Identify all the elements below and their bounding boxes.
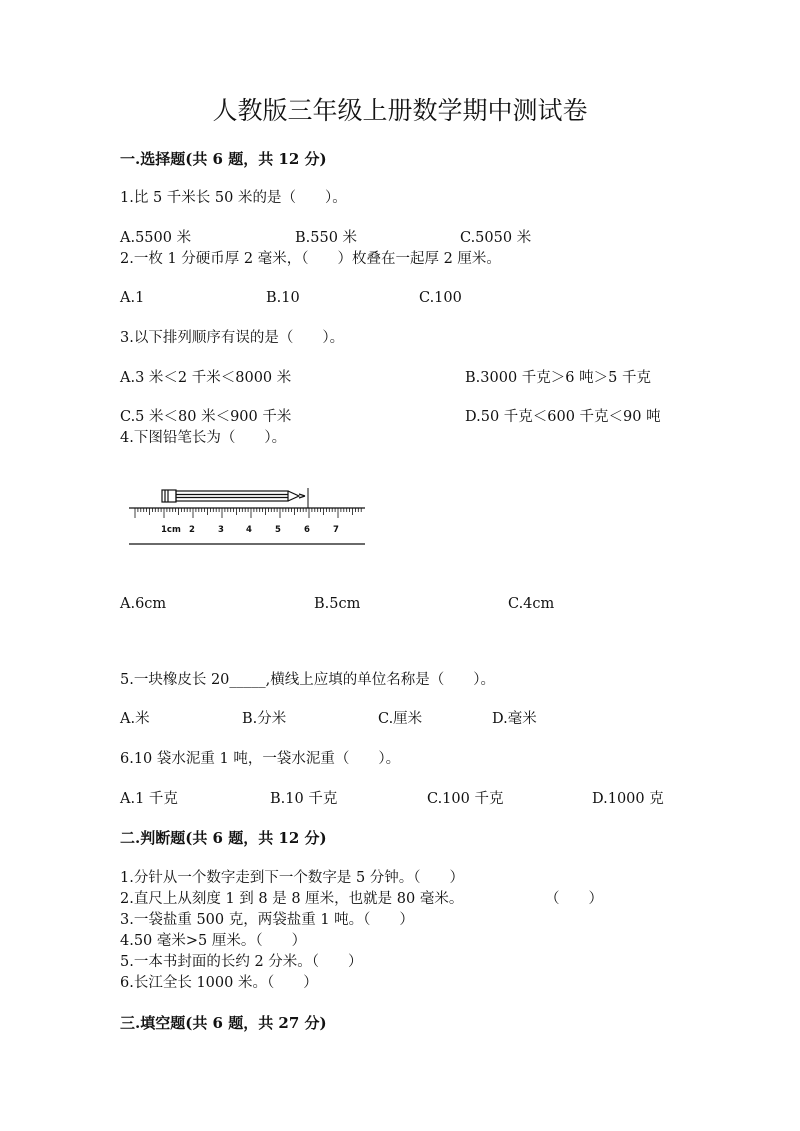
question-2-option-a: A.1 [120,290,145,306]
pencil-tip [288,491,299,501]
question-1-option-c: C.5050 米 [460,230,532,246]
pencil-eraser [162,490,176,502]
judgement-item-4: 4.50 毫米>5 厘米。（ ） [120,933,307,949]
question-5-option-b: B.分米 [242,711,287,727]
question-4-option-a: A.6cm [120,596,167,612]
question-4-stem: 4.下图铅笔长为（ ）。 [120,430,287,446]
question-2-option-c: C.100 [419,290,462,306]
ruler-label-2: 2 [189,525,195,535]
section-heading-fill-blank: 三.填空题(共 6 题，共 27 分) [120,1014,327,1032]
question-6-option-b: B.10 千克 [270,791,338,807]
question-3-option-c: C.5 米＜80 米＜900 千米 [120,409,292,425]
ruler-label-5: 5 [275,525,281,535]
section-heading-choice: 一.选择题(共 6 题，共 12 分) [120,150,327,168]
question-5-stem: 5.一块橡皮长 20_____,横线上应填的单位名称是（ ）。 [120,672,496,688]
section-heading-judgement: 二.判断题(共 6 题，共 12 分) [120,829,327,847]
question-3-option-a: A.3 米＜2 千米＜8000 米 [120,370,292,386]
question-4-option-c: C.4cm [508,596,555,612]
judgement-item-6: 6.长江全长 1000 米。（ ） [120,975,318,991]
question-3-option-b: B.3000 千克＞6 吨＞5 千克 [465,370,651,386]
question-5-option-d: D.毫米 [492,711,537,727]
question-6-option-c: C.100 千克 [427,791,504,807]
judgement-item-2: 2.直尺上从刻度 1 到 8 是 8 厘米，也就是 80 毫米。 [120,891,464,907]
question-6-option-a: A.1 千克 [120,791,178,807]
question-5-option-c: C.厘米 [378,711,423,727]
pencil-icon [162,488,308,508]
question-3-option-d: D.50 千克＜600 千克＜90 吨 [465,409,661,425]
question-3-stem: 3.以下排列顺序有误的是（ ）。 [120,330,345,346]
page-title: 人教版三年级上册数学期中测试卷 [212,96,588,125]
question-1-option-b: B.550 米 [295,230,358,246]
question-4-option-b: B.5cm [314,596,361,612]
question-5-option-a: A.米 [120,711,150,727]
ruler-label-1cm: 1cm [161,525,181,535]
judgement-item-1: 1.分针从一个数字走到下一个数字是 5 分钟。（ ） [120,870,465,886]
question-6-stem: 6.10 袋水泥重 1 吨，一袋水泥重（ ）。 [120,751,401,767]
ruler-label-3: 3 [218,525,224,535]
pencil-ruler-figure [127,484,367,546]
judgement-item-3: 3.一袋盐重 500 克，两袋盐重 1 吨。（ ） [120,912,414,928]
question-1-option-a: A.5500 米 [120,230,192,246]
judgement-item-2-paren: （ ） [545,891,603,907]
judgement-item-5: 5.一本书封面的长约 2 分米。（ ） [120,954,363,970]
ruler [129,508,365,544]
question-6-option-d: D.1000 克 [592,791,664,807]
ruler-label-7: 7 [333,525,339,535]
question-2-stem: 2.一枚 1 分硬币厚 2 毫米，（ ）枚叠在一起厚 2 厘米。 [120,251,501,267]
question-1-stem: 1.比 5 千米长 50 米的是（ ）。 [120,190,347,206]
question-2-option-b: B.10 [266,290,300,306]
ruler-label-4: 4 [246,525,252,535]
ruler-label-6: 6 [304,525,310,535]
pencil-body [176,491,288,501]
